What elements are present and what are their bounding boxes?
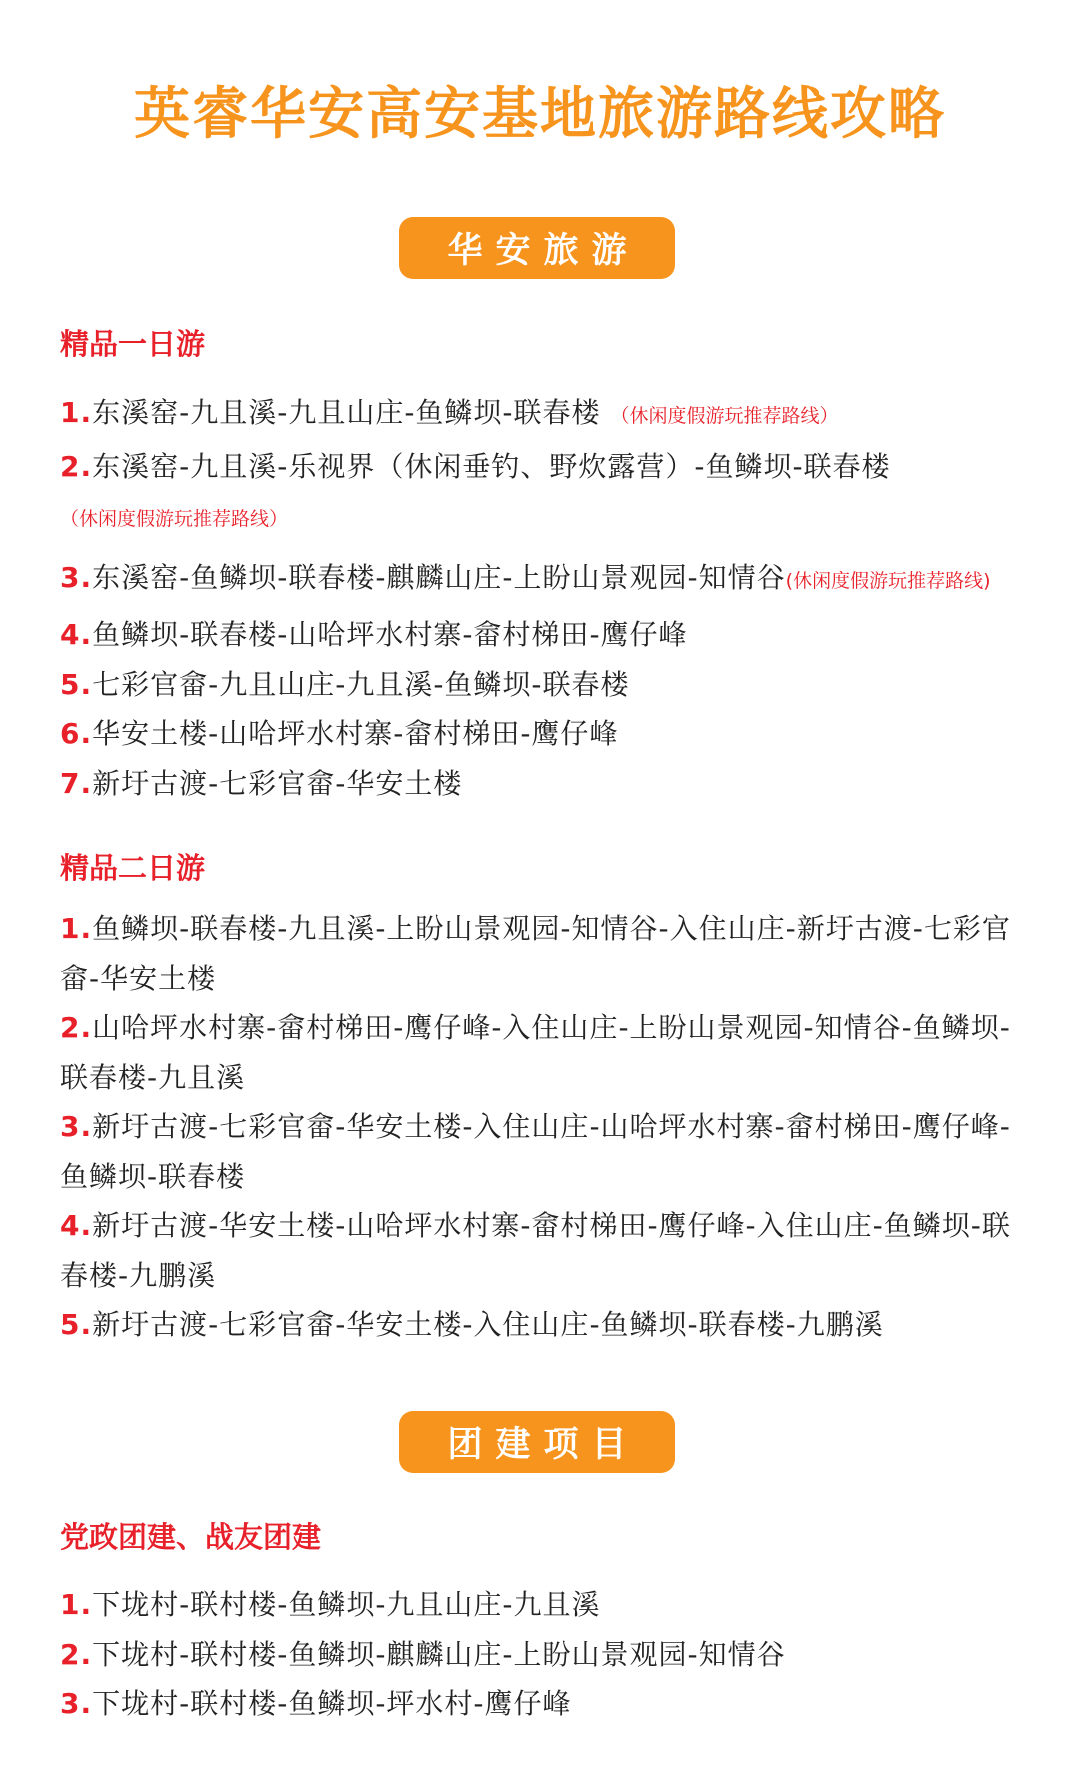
section-pill-team-building: 团建项目 xyxy=(399,1411,675,1473)
list-item xyxy=(60,553,1035,603)
item-number: 6. xyxy=(60,717,93,750)
route-note: （休闲度假游玩推荐路线） xyxy=(60,508,289,530)
route-text: 下垅村-联村楼-鱼鳞坝-坪水村-鹰仔峰 xyxy=(92,1687,572,1720)
route-note: (休闲度假游玩推荐路线) xyxy=(785,569,991,592)
item-number: 2. xyxy=(60,1637,93,1671)
list-item xyxy=(60,1201,1035,1300)
list-item xyxy=(60,1679,1035,1729)
route-text: 山哈坪水村寨-畲村梯田-鹰仔峰-入住山庄-上盼山景观园-知情谷-鱼鳞坝-联春楼-九且溪 xyxy=(60,1011,1011,1094)
list-item xyxy=(60,904,1035,1003)
list-item xyxy=(60,442,1035,541)
route-text: 下垅村-联村楼-鱼鳞坝-九且山庄-九且溪 xyxy=(92,1588,601,1621)
route-text: 东溪窑-九且溪-乐视界（休闲垂钓、野炊露营）-鱼鳞坝-联春楼 xyxy=(92,449,891,483)
route-text: 鱼鳞坝-联春楼-九且溪-上盼山景观园-知情谷-入住山庄-新圩古渡-七彩官畲-华安土楼 xyxy=(60,912,1011,995)
item-number: 5. xyxy=(60,667,93,701)
section-pill-huaan-tourism: 华安旅游 xyxy=(399,217,675,279)
list-item xyxy=(60,660,1035,710)
route-text: 新圩古渡-七彩官畲-华安土楼-入住山庄-山哈坪水村寨-畲村梯田-鹰仔峰-鱼鳞坝-联春楼 xyxy=(60,1110,1011,1193)
list-item xyxy=(60,1630,1035,1680)
list-item xyxy=(60,1300,1035,1350)
item-number: 4. xyxy=(60,618,93,651)
route-text: 鱼鳞坝-联春楼-山哈坪水村寨-畲村梯田-鹰仔峰 xyxy=(92,618,688,651)
list-item xyxy=(60,610,1035,660)
item-number: 3. xyxy=(60,1110,93,1143)
item-number: 3. xyxy=(60,1687,93,1720)
group-heading-team-building: 党政团建、战友团建 xyxy=(60,1520,322,1554)
route-text: 下垅村-联村楼-鱼鳞坝-麒麟山庄-上盼山景观园-知情谷 xyxy=(92,1637,786,1671)
route-text: 华安土楼-山哈坪水村寨-畲村梯田-鹰仔峰 xyxy=(92,717,619,750)
item-number: 2. xyxy=(60,449,93,483)
list-item xyxy=(60,1003,1035,1102)
list-item xyxy=(60,388,1035,442)
route-list-one-day xyxy=(60,388,1035,808)
list-item xyxy=(60,1102,1035,1201)
item-number: 4. xyxy=(60,1209,93,1242)
route-text: 东溪窑-九且溪-九且山庄-鱼鳞坝-联春楼 xyxy=(92,396,601,429)
item-number: 1. xyxy=(60,912,93,945)
item-number: 1. xyxy=(60,396,93,429)
list-item xyxy=(60,1580,1035,1630)
route-text: 新圩古渡-华安土楼-山哈坪水村寨-畲村梯田-鹰仔峰-入住山庄-鱼鳞坝-联春楼-九鹏溪 xyxy=(60,1209,1011,1292)
route-note: （休闲度假游玩推荐路线） xyxy=(610,405,839,427)
route-list-team-building xyxy=(60,1580,1035,1729)
group-heading-one-day: 精品一日游 xyxy=(60,327,206,361)
route-text: 新圩古渡-七彩官畲-华安土楼 xyxy=(92,766,463,800)
item-number: 3. xyxy=(60,560,93,594)
route-text: 新圩古渡-七彩官畲-华安土楼-入住山庄-鱼鳞坝-联春楼-九鹏溪 xyxy=(92,1308,884,1341)
group-heading-two-day: 精品二日游 xyxy=(60,851,206,885)
route-text: 七彩官畲-九且山庄-九且溪-鱼鳞坝-联春楼 xyxy=(92,667,630,701)
item-number: 1. xyxy=(60,1588,93,1621)
item-number: 2. xyxy=(60,1011,93,1044)
route-list-two-day xyxy=(60,904,1035,1350)
list-item xyxy=(60,709,1035,759)
page-title: 英睿华安高安基地旅游路线攻略 xyxy=(134,82,946,147)
list-item xyxy=(60,759,1035,809)
item-number: 7. xyxy=(60,766,93,800)
route-text: 东溪窑-鱼鳞坝-联春楼-麒麟山庄-上盼山景观园-知情谷 xyxy=(92,560,786,594)
item-number: 5. xyxy=(60,1308,93,1341)
